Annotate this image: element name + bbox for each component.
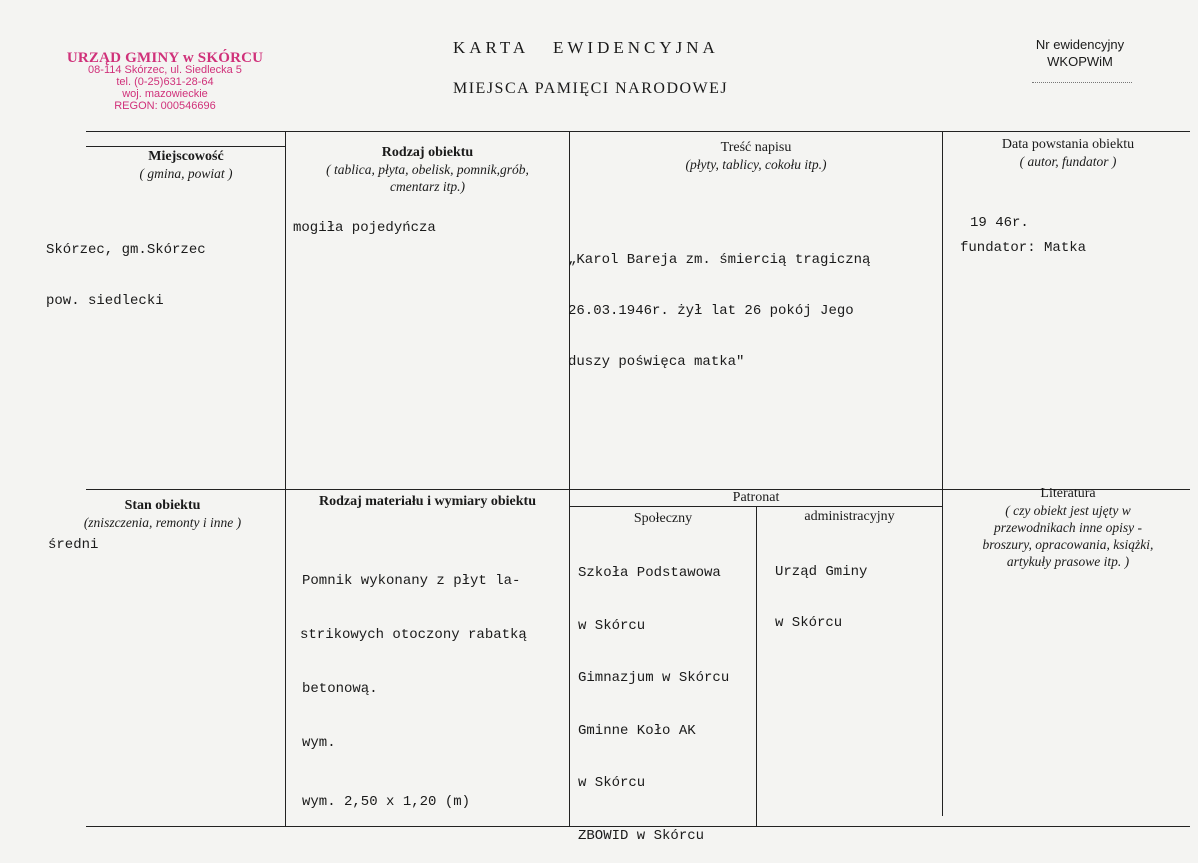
patronat-divider [756,506,757,826]
header-data [943,136,1193,170]
value-spoleczny-line6: ZBOWID w Skórcu [578,827,705,844]
value-tresc-line2: 26.03.1946r. żył lat 26 pokój Jego [568,303,854,319]
value-spoleczny-line5: w Skórcu [578,775,646,791]
value-tresc-line3: duszy poświęca matka" [568,354,745,370]
header-patronat [570,489,942,506]
registry-number-line [1032,82,1132,83]
header-material [286,493,569,510]
value-fundator: fundator: Matka [960,240,1087,256]
header-miejscowosc-sub: ( gmina, powiat ) [139,166,233,181]
header-material-title: Rodzaj materiału i wymiary obiektu [319,494,536,509]
card-subtitle: MIEJSCA PAMIĘCI NARODOWEJ [453,80,729,97]
value-spoleczny-line2: w Skórcu [578,617,646,634]
header-patronat-title: Patronat [732,490,780,505]
value-material-line2: strikowych otoczony rabatką [300,627,527,643]
value-miejscowosc-line1: Skórzec, gm.Skórzec [46,242,206,258]
header-rodzaj-sub2: cmentarz itp.) [390,179,465,194]
header-stan-sub: (zniszczenia, remonty i inne ) [83,515,242,530]
stamp-line-1: URZĄD GMINY w SKÓRCU [66,50,264,66]
value-data: 19 46r. [970,215,1029,231]
value-material [302,536,527,829]
value-rodzaj: mogiła pojedyńcza [293,220,436,236]
header-literatura-sub4: artykuły prasowe itp. ) [1006,554,1130,569]
value-patronat-admin [775,530,867,649]
header-underline-1 [86,146,286,147]
header-literatura-sub3: broszury, opracowania, książki, [982,537,1154,552]
value-material-line5: wym. 2,50 x 1,20 (m) [302,794,471,810]
value-material-line1: Pomnik wykonany z płyt la- [302,573,521,589]
stamp-line-4: woj. mazowieckie [122,88,208,100]
header-miejscowosc-title: Miejscowość [148,149,224,164]
value-spoleczny-line1: Szkoła Podstawowa [578,565,721,581]
header-data-sub: ( autor, fundator ) [1019,154,1117,169]
column-divider-3 [942,131,943,816]
value-admin-line1: Urząd Gminy [775,564,868,580]
header-literatura-sub2: przewodnikach inne opisy - [993,520,1143,535]
stamp-line-2: 08-114 Skórzec, ul. Siedlecka 5 [88,64,242,76]
header-rodzaj-sub1: ( tablica, płyta, obelisk, pomnik,grób, [326,162,529,177]
value-patronat-spoleczny [578,530,729,863]
value-material-line3: betonową. [302,681,378,697]
value-miejscowosc-line2: pow. siedlecki [46,293,164,309]
value-spoleczny-line3: Gimnazjum w Skórcu [578,670,730,686]
header-tresc-title: Treść napisu [720,140,792,155]
value-tresc-line1: „Karol Bareja zm. śmiercią tragiczną [568,252,871,268]
registry-number-value: WKOPWiM [1047,54,1113,69]
stamp-line-3: tel. (0-25)631-28-64 [116,76,214,88]
header-rodzaj-title: Rodzaj obiektu [381,145,474,160]
header-literatura-title: Literatura [1040,486,1096,501]
value-admin-line2: w Skórcu [775,615,843,631]
value-material-line4: wym. [302,735,336,751]
header-patronat-admin: administracyjny [804,509,895,524]
header-stan [40,497,285,531]
registry-number-label: Nr ewidencyjny [1035,37,1125,52]
header-literatura [943,485,1193,570]
value-stan: średni [48,537,99,553]
column-divider-1 [285,131,286,826]
card-title: KARTA EWIDENCYJNA [453,38,719,57]
header-patronat-spoleczny: Społeczny [633,511,693,526]
header-literatura-sub1: ( czy obiekt jest ujęty w [1005,503,1131,518]
stamp-line-5: REGON: 000546696 [114,100,216,112]
value-miejscowosc [46,208,206,327]
header-stan-title: Stan obiektu [124,498,201,513]
header-miejscowosc [86,148,286,182]
header-tresc-sub: (płyty, tablicy, cokołu itp.) [685,157,827,172]
header-data-title: Data powstania obiektu [1001,137,1135,152]
office-stamp [60,52,270,112]
value-spoleczny-line4: Gminne Koło AK [578,722,696,739]
header-rodzaj [286,144,569,195]
value-tresc [568,218,870,388]
header-tresc [570,139,942,173]
table-top-border [86,131,1190,132]
registry-number [1010,36,1150,70]
